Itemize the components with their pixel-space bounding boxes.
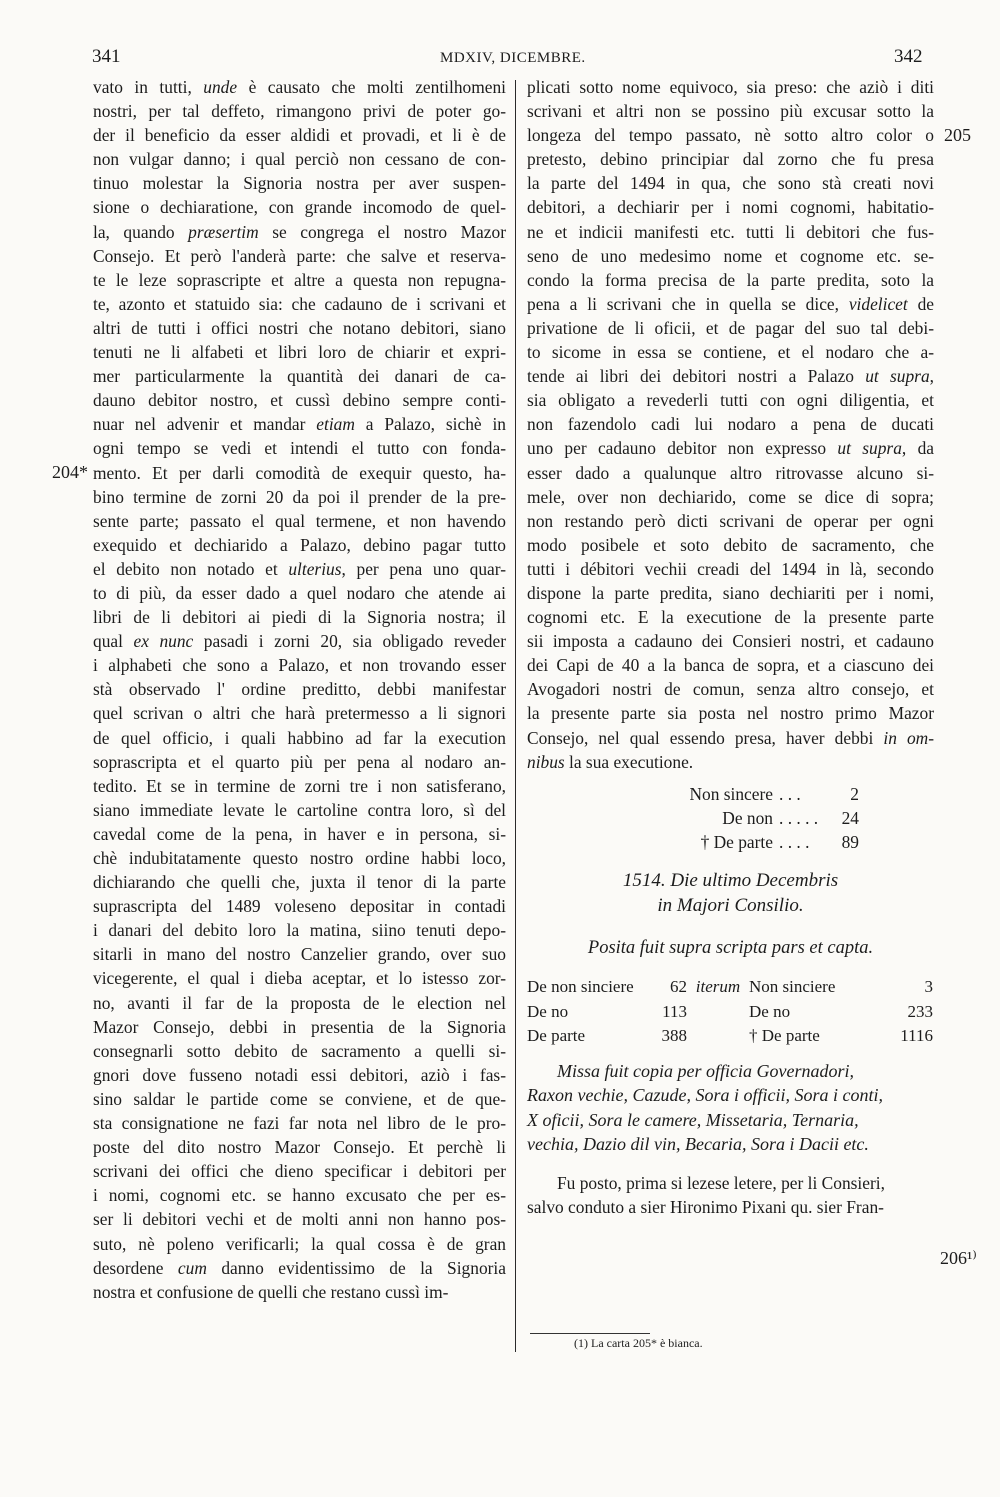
vote-label: Non sincere <box>689 783 773 804</box>
posita-line: Posita fuit supra scripta pars et capta. <box>587 938 874 958</box>
text-line: sente parte; passato el qual termene, et non havendo <box>93 510 506 531</box>
vote-num: 2 <box>850 783 859 804</box>
text-line: siano immediate levate le cartoline contra loro, sì del <box>93 799 506 820</box>
page-number-right: 342 <box>894 46 923 67</box>
missa-line: Missa fuit copia per officia Governadori, <box>557 1060 854 1081</box>
margin-note-204: 204* <box>52 462 88 482</box>
missa-line: Raxon vechie, Cazude, Sora i officii, Sora i conti, <box>527 1085 883 1106</box>
missa-line: vechia, Dazio dil vin, Becaria, Sora i Dacii etc. <box>527 1134 869 1155</box>
vote-cell: 233 <box>907 1001 933 1021</box>
text-line: plicati sotto nome equivoco, sia preso: che aziò i diti <box>527 77 934 97</box>
text-line: to sicome in essa se contiene, et el nodaro che a- <box>527 342 934 363</box>
text-line: te le leze soprascripte et altre a questa non repugna- <box>93 269 506 290</box>
page-number-left: 341 <box>92 46 121 67</box>
vote-cell: 3 <box>924 977 933 996</box>
text-line: privatione de li oficii, et de pagar del suo tal debi- <box>527 317 934 338</box>
text-line: modo posibele et soto debito de sacramento, che <box>527 534 934 555</box>
text-line: to di più, da esser dado a quel nodaro che atende ai <box>93 582 506 603</box>
missa-paragraph <box>527 1059 934 1157</box>
text-line: Mazor Consejo, debbi in presentia de la Signoria <box>93 1016 506 1037</box>
vote-cell: 113 <box>662 1001 687 1021</box>
left-text-column <box>93 75 506 1304</box>
text-line: nibus la sua executione. <box>527 751 694 772</box>
text-line: dispone la parte predita, siano dechiariti per i nomi, <box>527 582 934 603</box>
heading-line-2: in Majori Consilio. <box>657 895 804 916</box>
text-line: condo la forma precisa de la parte predita, soto la <box>527 269 934 290</box>
text-line: seno de uno medesimo nome et cognome etc. se- <box>527 245 934 266</box>
vote-cell: Non sinciere <box>749 977 836 996</box>
text-line: vato in tutti, unde è causato che molti zentilhomeni <box>93 77 506 97</box>
text-line: suto, nè poleno verificarli; la qual cossa è de gran <box>93 1233 506 1254</box>
text-line: bino termine de zorni 20 da poi il prender de la pre- <box>93 486 506 507</box>
text-line: consegnarli sotto debito de sacramento a quelli si- <box>93 1040 506 1061</box>
text-line: dichiarando che quelli che, juxta il tenor di la parte <box>93 872 506 893</box>
text-line: dauno debitor nostro, et cussì debino sempre conti- <box>93 390 506 411</box>
text-line: altri de tutti i offici nostri che notano debitori, siano <box>93 317 506 338</box>
text-line: nostri, per tal deffeto, rimangono privi de poter go- <box>93 101 506 122</box>
vote-dots: . . . . <box>779 831 810 852</box>
vote-tally-second <box>527 975 934 1049</box>
text-line: debitori, a dechiarir per i nomi cognomi, habitatio- <box>527 197 934 218</box>
final-line: Fu posto, prima si lezese letere, per li Consieri, <box>557 1172 885 1193</box>
text-line: mele, over non dechiarido, come se dice di sopra; <box>527 486 934 507</box>
vote-cell: De non sinciere <box>527 977 634 996</box>
vote-dots: . . . <box>779 783 801 804</box>
text-line: longeza del tempo passato, nè sotto altro color o <box>527 125 934 146</box>
text-line: dei Capi de 40 a la banca de sopra, et a ciascuno dei <box>527 655 934 676</box>
right-column-text <box>527 75 934 774</box>
text-line: desordene cum danno evidentissimo de la Signoria <box>93 1257 506 1278</box>
vote-row <box>527 975 934 1000</box>
text-line: non fazendolo cadi lui nodaro a pena de ducati <box>527 414 934 435</box>
text-line: chè indubitatamente questo nostro ordine habbi loco, <box>93 848 506 868</box>
text-line: i nomi, cognomi etc. se hanno excusato che per es- <box>93 1185 506 1206</box>
vote-cell: iterum <box>695 977 741 996</box>
vote-row <box>527 782 934 806</box>
vote-num: 89 <box>841 831 859 852</box>
text-line: sii imposta a cadauno dei Consieri nostri, et cadauno <box>527 631 934 652</box>
vote-cell: De parte <box>527 1026 586 1045</box>
vote-cell: 62 <box>670 977 687 996</box>
running-header: MDXIV, DICEMBRE. <box>440 50 586 66</box>
text-line: libri de li debitori ai piedi di la Signoria nostra; il <box>93 607 506 628</box>
vote-cell: De no <box>527 1001 569 1021</box>
vote-dots: . . . . . <box>779 807 819 828</box>
text-line: sta consignatione ne fazi far nota nel libro de le pro- <box>93 1113 506 1134</box>
vote-num: 24 <box>841 807 859 828</box>
text-line: poste del dito nostro Mazor Consejo. Et perchè li <box>93 1137 506 1158</box>
text-line: te, azonto et statuido sia: che cadauno de i scrivani et <box>93 293 506 314</box>
margin-note-206: 206¹⁾ <box>940 1248 977 1268</box>
text-line: uno per cadauno debitor non expresso ut supra, da <box>527 438 934 459</box>
text-line: qual ex nunc pasadi i zorni 20, sia obligado reveder <box>93 631 506 652</box>
final-line: salvo conduto a sier Hironimo Pixani qu. sier Fran- <box>527 1196 884 1217</box>
text-line: i danari del debito loro la matina, siino tenuti depo- <box>93 920 506 941</box>
text-line: no, avanti il far de la proposta de le election nel <box>93 992 506 1013</box>
text-line: vicegerente, el qual i dieba aceptar, et lo istesso zor- <box>93 968 506 989</box>
text-line: scrivani et altri non se possino più excusar sotto la <box>527 101 934 122</box>
text-line: ser li debitori vechi et de molti anni non hanno pos- <box>93 1209 506 1230</box>
vote-row <box>527 1024 934 1049</box>
text-line: non restando però dicti scrivani de operar per ogni <box>527 510 934 531</box>
text-line: esser dado a qualunque altro ritrovasse alcuno si- <box>527 462 934 483</box>
text-line: pena a li scrivani che in quella se dice, videlicet de <box>527 293 934 314</box>
text-line: exequido et dechiarido a Palazo, debino pagar tutto <box>93 534 506 555</box>
heading-line-1: 1514. Die ultimo Decembris <box>622 870 839 891</box>
text-line: tutti i débitori vechii creadi del 1494 in là, secondo <box>527 558 934 579</box>
text-line: tedito. Et se in termine de zorni tre i non satisferano, <box>93 775 506 796</box>
column-divider <box>515 80 516 1352</box>
text-line: nuar nel advenir et mandar etiam a Palazo, sichè in <box>93 414 506 435</box>
text-line: sione o dechiaratione, con grande incomodo de quel- <box>93 197 506 218</box>
text-line: gnori dove fusseno notadi essi debitori, aziò i fas- <box>93 1064 506 1085</box>
text-line: tinuo molestar la Signoria nostra per aver suspen- <box>93 173 506 194</box>
text-line: ne et indicii manifesti etc. tutti li debitori che fus- <box>527 221 934 242</box>
vote-label: De non <box>722 807 773 828</box>
text-line: de quel officio, i quali habbino ad far la execution <box>93 727 506 748</box>
text-line: el debito non notado et ulterius, per pena uno quar- <box>93 558 506 579</box>
text-line: pretesto, debino principiar dal zorno che fu presa <box>527 149 934 170</box>
text-line: Avogadori nostri de comun, senza altro consejo, et <box>527 679 934 700</box>
text-line: cognomi etc. E la executione de la presente parte <box>527 607 934 628</box>
text-line: ogni tempo se vedi et intendi el tutto con fonda- <box>93 438 506 459</box>
vote-tally-first <box>527 782 934 854</box>
text-line: la parte del 1494 in qua, che sono stà creati novi <box>527 173 934 194</box>
right-text-column <box>527 75 934 1219</box>
vote-cell: † De parte <box>749 1026 820 1045</box>
text-line: Consejo, nel qual essendo presa, haver debbi in om- <box>527 727 934 748</box>
margin-note-205: 205 <box>944 125 971 145</box>
footnote-rule <box>530 1333 650 1334</box>
text-line: suprascripta del 1489 voleseno depositar in contadi <box>93 896 506 917</box>
vote-cell: De no <box>749 1001 791 1021</box>
text-line: mento. Et per darli comodità de exequir questo, ha- <box>93 462 506 483</box>
text-line: i alphabeti che sono a Palazo, et non trovando esser <box>93 655 506 676</box>
missa-line: X oficii, Sora le camere, Missetaria, Ternaria, <box>527 1109 859 1130</box>
vote-row <box>527 806 934 830</box>
final-paragraph <box>527 1171 934 1219</box>
vote-cell: 388 <box>661 1026 687 1045</box>
text-line: sino saldar le partide come se conviene, et de que- <box>93 1088 506 1109</box>
text-line: la, quando præsertim se congrega el nostro Mazor <box>93 221 506 242</box>
text-line: sia obligato a revederli tutti con ogni diligentia, et <box>527 390 934 411</box>
text-line: mer particularmente la quantità dei danari de ca- <box>93 366 506 387</box>
text-line: non vulgar danno; i qual perciò non cessano de con- <box>93 149 506 170</box>
text-line: nostra et confusione de quelli che restano cussì im- <box>93 1281 449 1302</box>
text-line: scrivani dei offici che dieno specificar i debitori per <box>93 1161 506 1182</box>
text-line: tende ai libri dei debitori nostri a Palazo ut supra, <box>527 366 934 387</box>
text-line: la presente parte sia posta nel nostro primo Mazor <box>527 703 934 724</box>
section-heading <box>527 868 934 918</box>
vote-row <box>527 830 934 854</box>
text-line: soprascripta et el quarto più per pena al nodaro an- <box>93 751 506 772</box>
text-line: Consejo. Et però l'anderà parte: che salve et reserva- <box>93 245 506 266</box>
text-line: quel scrivan o altri che harà pretermesso a li signori <box>93 703 506 724</box>
text-line: tenuti ne li alfabeti et libri loro de chiarir et expri- <box>93 342 506 363</box>
text-line: stà observado l' ordine preditto, debbi manifestar <box>93 679 506 700</box>
footnote: (1) La carta 205* è bianca. <box>574 1336 703 1350</box>
vote-row <box>527 1000 934 1025</box>
text-line: sitarli in mano del nostro Canzelier grando, over suo <box>93 944 506 965</box>
text-line: cavedal come de la pena, in haver e in persona, si- <box>93 823 506 844</box>
vote-label: † De parte <box>700 831 773 852</box>
vote-cell: 1116 <box>900 1026 933 1045</box>
text-line: der il beneficio da esser aldidi et provadi, et li è de <box>93 125 506 146</box>
